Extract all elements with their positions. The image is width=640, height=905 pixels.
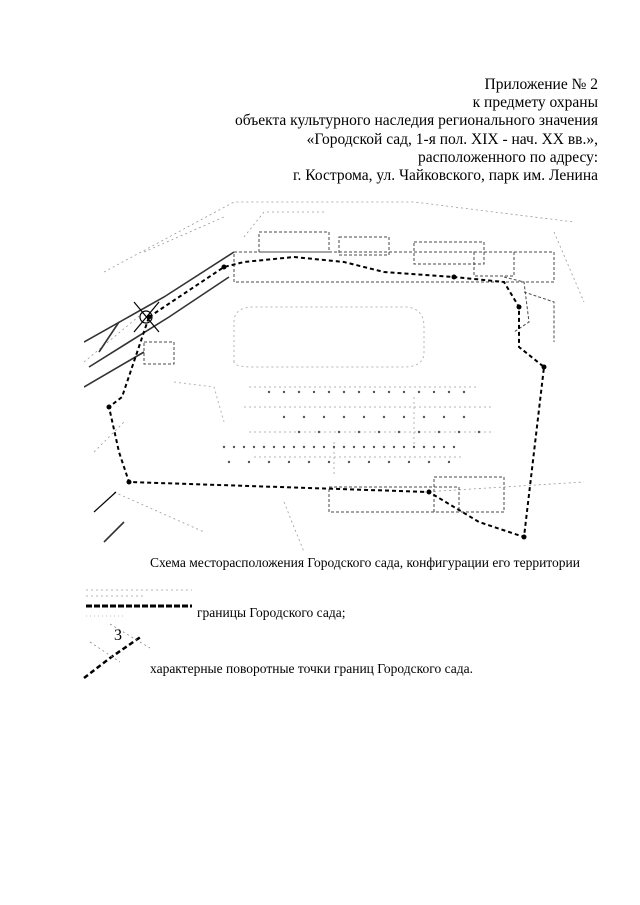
document-header <box>178 76 598 185</box>
boundary-points <box>107 265 547 540</box>
map-caption: Схема месторасположения Городского сада, конфигурации его территории <box>150 555 580 570</box>
map-crossings <box>94 302 159 512</box>
header-line-5: расположенного по адресу: <box>418 148 598 166</box>
map-buildings <box>144 232 554 512</box>
legend-boundary-label: границы Городского сада; <box>197 605 346 620</box>
map-tree-rows <box>223 391 480 463</box>
header-line-6: г. Кострома, ул. Чайковского, парк им. Ленина <box>292 167 598 185</box>
site-map <box>84 192 594 552</box>
header-line-3: объекта культурного наследия регионального значения <box>234 112 598 130</box>
legend-point-number: 3 <box>114 627 122 644</box>
header-line-2: к предмету охраны <box>472 94 598 112</box>
map-park-paths <box>174 307 494 477</box>
legend-point-label: характерные поворотные точки границ Городского сада. <box>150 661 473 676</box>
header-line-4: «Городской сад, 1-я пол. XIX - нач. XX вв.», <box>306 130 598 148</box>
legend-point-sample <box>80 618 160 682</box>
map-streets <box>84 252 234 542</box>
map-background <box>84 202 584 552</box>
garden-boundary <box>109 257 544 537</box>
header-line-1: Приложение № 2 <box>484 76 598 93</box>
